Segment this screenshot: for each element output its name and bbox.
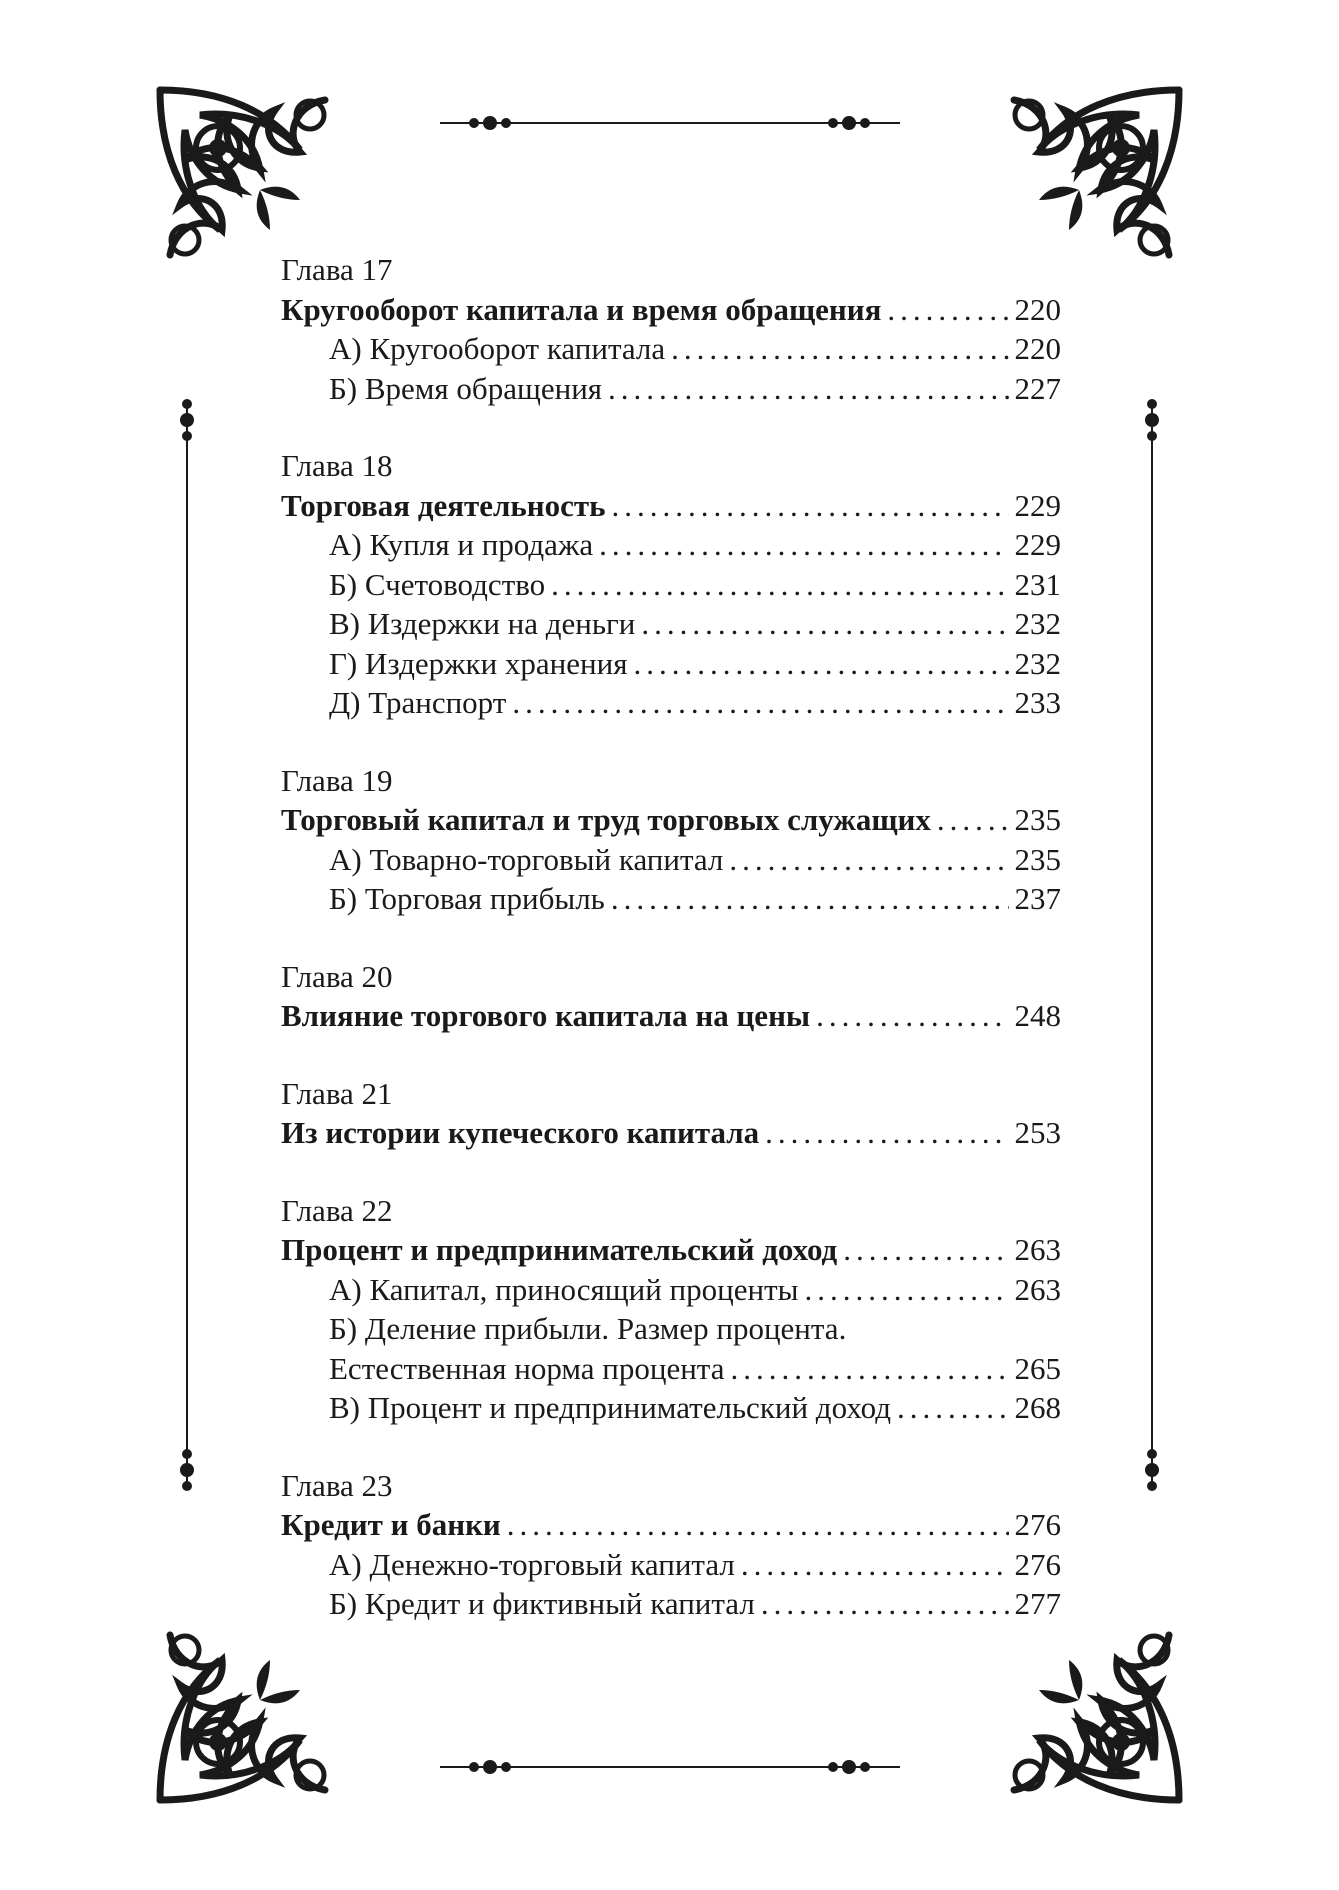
entry-text: Б) Кредит и фиктивный капитал — [329, 1586, 755, 1621]
dot-leader — [937, 800, 1009, 840]
entry-text: Б) Деление прибыли. Размер процента. — [329, 1311, 847, 1346]
page-number: 231 — [1014, 566, 1061, 602]
dot-leader — [741, 1545, 1009, 1585]
chapter-group — [281, 1074, 1061, 1153]
page-number: 235 — [1014, 841, 1061, 877]
chapter-label: Глава 21 — [281, 1075, 393, 1111]
dot-leader — [671, 329, 1008, 369]
entry-text: Б) Торговая прибыль — [329, 881, 605, 916]
section-entry[interactable] — [281, 1388, 1061, 1428]
dot-leader — [843, 1230, 1008, 1270]
dot-leader — [633, 644, 1008, 684]
dot-leader — [765, 1113, 1008, 1153]
entry-text: А) Купля и продажа — [329, 527, 594, 562]
page-number: 229 — [1014, 527, 1061, 562]
entry-text: А) Товарно-торговый капитал — [329, 841, 724, 877]
section-entry[interactable] — [281, 1309, 1061, 1349]
page-number: 263 — [1014, 1232, 1061, 1267]
dot-leader — [731, 1349, 1009, 1389]
entry-text: Влияние торгового капитала на цены — [281, 998, 811, 1033]
section-entry[interactable] — [281, 644, 1061, 684]
page-number: 276 — [1014, 1507, 1061, 1542]
page-number: 277 — [1014, 1586, 1061, 1621]
entry-text: А) Капитал, приносящий проценты — [329, 1271, 799, 1307]
page-number: 253 — [1014, 1115, 1061, 1150]
entry-text: В) Процент и предпринимательский доход — [329, 1390, 892, 1425]
page-number: 220 — [1014, 331, 1061, 366]
dot-leader — [816, 996, 1008, 1036]
page-number: 227 — [1014, 370, 1061, 406]
section-entry[interactable] — [281, 1270, 1061, 1310]
chapter-label: Глава 23 — [281, 1467, 393, 1503]
entry-text: Естественная норма процента — [329, 1350, 725, 1386]
chapter-label: Глава 20 — [281, 958, 393, 994]
table-of-contents — [281, 250, 1061, 1624]
section-entry[interactable] — [281, 525, 1061, 565]
dot-leader — [612, 486, 1009, 526]
page-number: 232 — [1014, 645, 1061, 681]
section-entry[interactable] — [281, 683, 1061, 723]
chapter-label: Глава 17 — [281, 252, 393, 287]
page-number: 220 — [1014, 291, 1061, 327]
page-number: 229 — [1014, 487, 1061, 523]
entry-text: А) Кругооборот капитала — [329, 331, 666, 366]
dot-leader — [761, 1584, 1009, 1624]
chapter-title-entry[interactable] — [281, 486, 1061, 526]
entry-text: Процент и предпринимательский доход — [281, 1232, 838, 1267]
page-number: 265 — [1014, 1350, 1061, 1386]
entry-text: Д) Транспорт — [329, 685, 507, 720]
entry-text: Кредит и банки — [281, 1507, 501, 1542]
section-entry[interactable] — [281, 879, 1061, 919]
chapter-group — [281, 957, 1061, 1036]
entry-text: Г) Издержки хранения — [329, 645, 628, 681]
entry-text: Б) Счетоводство — [329, 566, 546, 602]
entry-text: Б) Время обращения — [329, 370, 603, 406]
dot-leader — [608, 369, 1008, 409]
dot-leader — [729, 840, 1008, 880]
chapter-label: Глава 19 — [281, 762, 393, 798]
dot-leader — [512, 683, 1008, 723]
entry-text: Из истории купеческого капитала — [281, 1115, 760, 1150]
section-entry[interactable] — [281, 1584, 1061, 1624]
chapter-title-entry[interactable] — [281, 290, 1061, 330]
corner-ornament-top-right — [1014, 90, 1179, 255]
entry-text: Торговый капитал и труд торговых служащих — [281, 802, 931, 837]
entry-text: Кругооборот капитала и время обращения — [281, 291, 882, 327]
chapter-label: Глава 22 — [281, 1192, 393, 1228]
dot-leader — [507, 1505, 1009, 1545]
page-number: 233 — [1014, 685, 1061, 720]
chapter-title-entry[interactable] — [281, 800, 1061, 840]
chapter-group — [281, 1191, 1061, 1428]
page-number: 237 — [1014, 881, 1061, 916]
chapter-group — [281, 250, 1061, 408]
dot-leader — [887, 290, 1008, 330]
chapter-label: Глава 18 — [281, 448, 393, 483]
section-entry[interactable] — [281, 1545, 1061, 1585]
entry-text: В) Издержки на деньги — [329, 606, 636, 641]
page-number: 248 — [1014, 998, 1061, 1033]
chapter-title-entry[interactable] — [281, 996, 1061, 1036]
dot-leader — [897, 1388, 1008, 1428]
chapter-group — [281, 446, 1061, 723]
corner-ornament-top-left — [160, 90, 325, 255]
dot-leader — [599, 525, 1008, 565]
dot-leader — [551, 565, 1008, 605]
chapter-title-entry[interactable] — [281, 1113, 1061, 1153]
chapter-group — [281, 1466, 1061, 1624]
page-number: 276 — [1014, 1546, 1061, 1582]
section-entry[interactable] — [281, 1349, 1061, 1389]
section-entry[interactable] — [281, 604, 1061, 644]
page-number: 232 — [1014, 606, 1061, 641]
dot-leader — [804, 1270, 1008, 1310]
chapter-title-entry[interactable] — [281, 1505, 1061, 1545]
dot-leader — [641, 604, 1008, 644]
corner-ornament-bottom-right — [1014, 1635, 1179, 1800]
entry-text: Торговая деятельность — [281, 487, 606, 523]
section-entry[interactable] — [281, 565, 1061, 605]
section-entry[interactable] — [281, 840, 1061, 880]
page-number: 268 — [1014, 1390, 1061, 1425]
corner-ornament-bottom-left — [160, 1635, 325, 1800]
section-entry[interactable] — [281, 329, 1061, 369]
chapter-group — [281, 761, 1061, 919]
dot-leader — [611, 879, 1009, 919]
page-number: 235 — [1014, 802, 1061, 837]
section-entry[interactable] — [281, 369, 1061, 409]
entry-text: А) Денежно-торговый капитал — [329, 1546, 735, 1582]
page-number: 263 — [1014, 1271, 1061, 1307]
chapter-title-entry[interactable] — [281, 1230, 1061, 1270]
